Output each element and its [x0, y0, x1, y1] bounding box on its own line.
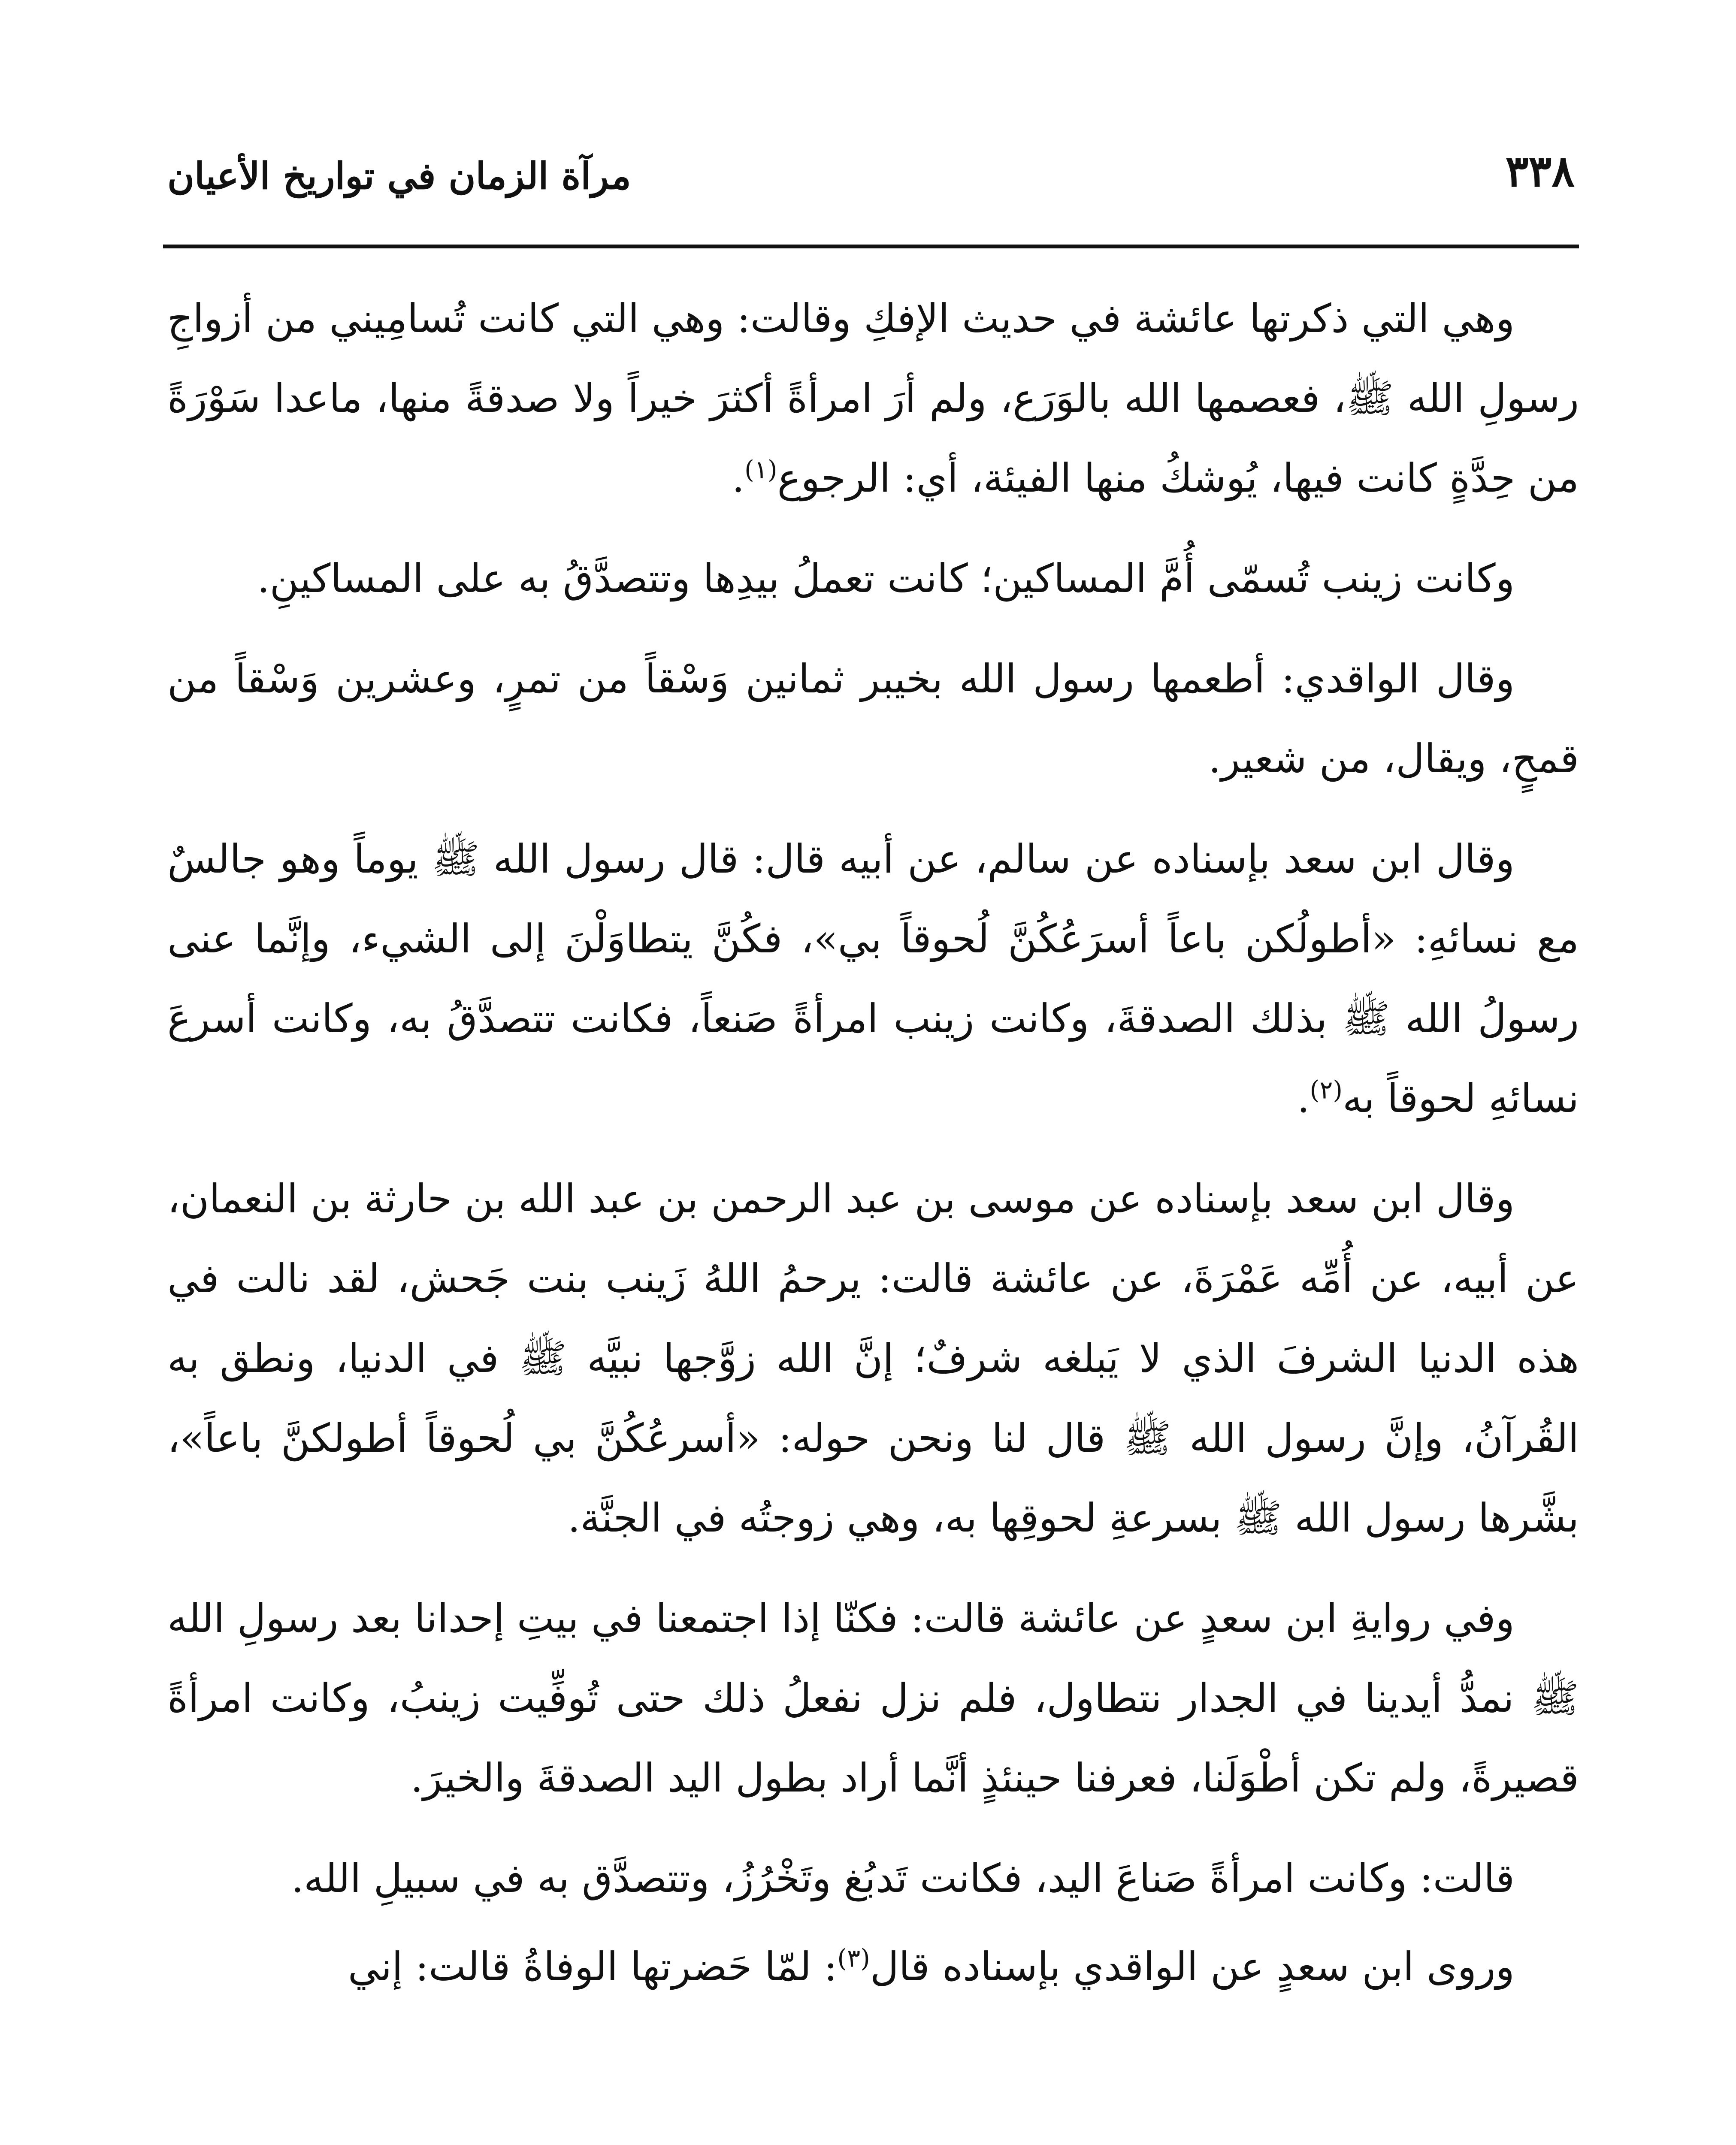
header-rule	[163, 245, 1579, 248]
running-title: مرآة الزمان في تواريخ الأعيان	[167, 154, 631, 198]
main-text	[167, 279, 1579, 2015]
paragraph-3	[167, 639, 1579, 799]
paragraph-text: وقال ابن سعد بإسناده عن موسى بن عبد الرحمن بن عبد الله بن حارثة بن النعمان، عن أبيه، عن أُمِّه عَمْرَةَ، عن عائشة قالت: يرحمُ اللهُ زَينب بنت جَحش، لقد نالت في هذه الدنيا الشرفَ الذي لا يَبلغه شرفٌ؛ إنَّ الله زوَّجها نبيَّه ﷺ في الدنيا، ونطق به القُرآنُ، وإنَّ رسول الله ﷺ قال لنا ونحن حوله: «أسرعُكُنَّ بي لُحوقاً أطولكنَّ باعاً»، بشَّرها رسول الله ﷺ بسرعةِ لحوقِها به، وهي زوجتُه في الجنَّة.	[167, 1176, 1579, 1541]
page-header	[163, 129, 1579, 240]
paragraph-text: وروى ابن سعدٍ عن الواقدي بإسناده قال	[870, 1944, 1515, 1990]
paragraph-tail: .	[732, 455, 745, 501]
paragraph-4	[167, 819, 1579, 1139]
footnote-ref-2: (٢)	[1310, 1075, 1343, 1105]
footnote-ref-3: (٣)	[837, 1943, 870, 1973]
paragraph-text: وقال ابن سعد بإسناده عن سالم، عن أبيه قال: قال رسول الله ﷺ يوماً وهو جالسٌ مع نسائهِ: «أطولُكن باعاً أسرَعُكُنَّ لُحوقاً بي»، فكُنَّ يتطاوَلْنَ إلى الشيء، وإنَّما عنى رسولُ الله ﷺ بذلك الصدقةَ، وكانت زينب امرأةً صَنعاً، فكانت تتصدَّقُ به، وكانت أسرعَ نسائهِ لحوقاً به	[167, 836, 1579, 1121]
paragraph-1	[167, 279, 1579, 518]
paragraph-2	[167, 539, 1579, 619]
paragraph-6	[167, 1579, 1579, 1818]
paragraph-text: وقال الواقدي: أطعمها رسول الله بخيبر ثمانين وَسْقاً من تمرٍ، وعشرين وَسْقاً من قمحٍ، ويقال، من شعير.	[167, 656, 1579, 782]
paragraph-text: وفي روايةِ ابن سعدٍ عن عائشة قالت: فكنّا إذا اجتمعنا في بيتِ إحدانا بعد رسولِ الله ﷺ نمدُّ أيدينا في الجدار نتطاول، فلم نزل نفعلُ ذلك حتى تُوفِّيت زينبُ، وكانت امرأةً قصيرةً، ولم تكن أطْوَلَنا، فعرفنا حينئذٍ أنَّما أراد بطول اليد الصدقةَ والخيرَ.	[167, 1595, 1579, 1801]
paragraph-text: وكانت زينب تُسمّى أُمَّ المساكين؛ كانت تعملُ بيدِها وتتصدَّقُ به على المساكينِ.	[257, 556, 1515, 601]
paragraph-tail: : لمّا حَضرتها الوفاةُ قالت: إني	[348, 1944, 838, 1990]
paragraph-7	[167, 1839, 1579, 1918]
paragraph-8	[167, 1927, 1579, 2007]
paragraph-tail: .	[1297, 1076, 1310, 1121]
paragraph-text: وهي التي ذكرتها عائشة في حديث الإفكِ وقالت: وهي التي كانت تُسامِيني من أزواجِ رسولِ الله ﷺ، فعصمها الله بالوَرَع، ولم أرَ امرأةً أكثرَ خيراً ولا صدقةً منها، ماعدا سَوْرَةً من حِدَّةٍ كانت فيها، يُوشكُ منها الفيئة، أي: الرجوع	[167, 296, 1579, 501]
footnote-ref-1: (١)	[744, 455, 777, 484]
paragraph-text: قالت: وكانت امرأةً صَناعَ اليد، فكانت تَدبُغ وتَخْرُزُ، وتتصدَّق به في سبيلِ الله.	[291, 1855, 1515, 1901]
paragraph-5	[167, 1159, 1579, 1558]
page-number: ٣٣٨	[1505, 146, 1575, 196]
